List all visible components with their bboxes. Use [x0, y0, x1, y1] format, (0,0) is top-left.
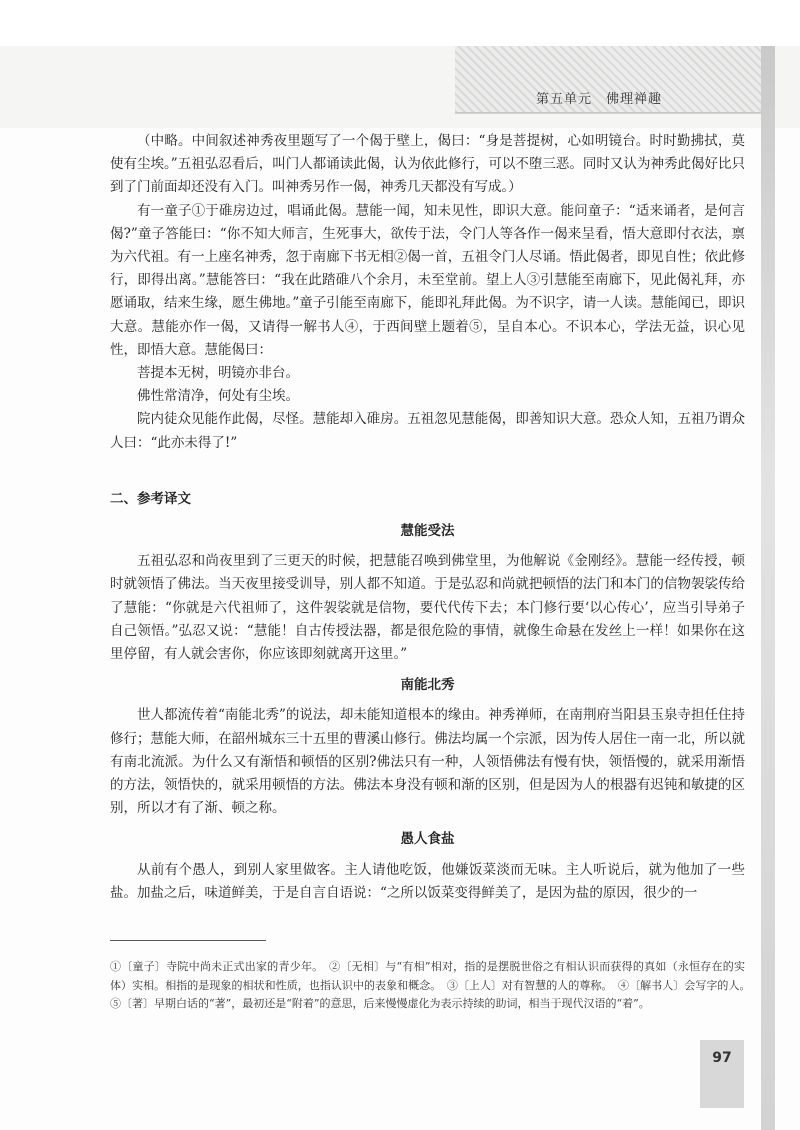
top-margin	[0, 0, 800, 46]
header-rule	[455, 112, 761, 113]
poem-line: 菩提本无树，明镜亦非台。	[137, 365, 299, 382]
original-paragraph: 院内徒众见能作此偈，尽怪。慧能却入碓房。五祖忽见慧能偈，即善知识大意。恐众人知，五祖乃谓众人曰：“此亦未得了!”	[110, 411, 745, 451]
original-paragraph: （中略。中间叙述神秀夜里题写了一个偈于壁上，偈曰：“身是菩提树，心如明镜台。时时勤拂拭，莫使有尘埃。”五祖弘忍看后，叫门人都诵读此偈，认为依此修行，可以不堕三恶。同时又认为神秀此偈好比只到了门前面却还没有入门。叫神秀另作一偈，神秀几天都没有写成。）	[110, 133, 745, 196]
translation-paragraph: 从前有个愚人，到别人家里做客。主人请他吃饭，他嫌饭菜淡而无味。主人听说后，就为他加了一些盐。加盐之后，味道鲜美，于是自言自语说：“之所以饭菜变得鲜美了，是因为盐的原因，很少的一	[110, 861, 745, 901]
poem-line: 佛性常清净，何处有尘埃。	[137, 388, 299, 405]
footnotes	[110, 958, 756, 1014]
unit-title: 第五单元 佛理禅趣	[536, 92, 663, 107]
page-edge-strip	[761, 46, 775, 1130]
section-heading: 二、参考译文	[110, 490, 191, 507]
page-number: 97	[700, 1040, 744, 1108]
subsection-title: 慧能受法	[400, 523, 455, 540]
translation-paragraph: 五祖弘忍和尚夜里到了三更天的时候，把慧能召唤到佛堂里，为他解说《金刚经》。慧能一经传授，顿时就领悟了佛法。当天夜里接受训导，别人都不知道。于是弘忍和尚就把顿悟的法门和本门的信物袈裟传给了慧能：“你就是六代祖师了，这件袈裟就是信物，要代代传下去；本门修行要‘以心传心’，应当引导弟子自己领悟。”弘忍又说：“慧能！自古传授法器，都是很危险的事情，就像生命悬在发丝上一样！如果你在这里停留，有人就会害你，你应该即刻就离开这里。”	[110, 553, 745, 663]
subsection-title: 愚人食盐	[400, 831, 455, 848]
footnote-rule	[110, 940, 266, 941]
original-paragraph: 有一童子①于碓房边过，唱诵此偈。慧能一闻，知未见性，即识大意。能问童子：“适来诵者，是何言偈?”童子答能曰：“你不知大师言，生死事大，欲传于法，令门人等各作一偈来呈看，悟大意即付衣法，禀为六代祖。有一上座名神秀，忽于南廊下书无相②偈一首，五祖令门人尽诵。悟此偈者，即见自性；依此修行，即得出离。”慧能答曰：“我在此踏碓八个余月，未至堂前。望上人③引慧能至南廊下，见此偈礼拜，亦愿诵取，结来生缘，愿生佛地。”童子引能至南廊下，能即礼拜此偈。为不识字，请一人读。慧能闻已，即识大意。慧能亦作一偈，又请得一解书人④，于西间壁上题着⑤，呈自本心。不识本心，学法无益，识心见性，即悟大意。慧能偈曰：	[110, 202, 745, 358]
subsection-title: 南能北秀	[400, 677, 455, 694]
translation-paragraph: 世人都流传着“南能北秀”的说法，却未能知道根本的缘由。神秀禅师，在南荆府当阳县玉泉寺担任住持修行；慧能大师，在韶州城东三十五里的曹溪山修行。佛法均属一个宗派，因为传人居住一南一北，所以就有南北流派。为什么又有渐悟和顿悟的区别?佛法只有一种，人领悟佛法有慢有快，领悟慢的，就采用渐悟的方法，领悟快的，就采用顿悟的方法。佛法本身没有顿和渐的区别，但是因为人的根器有迟钝和敏捷的区别，所以才有了渐、顿之称。	[110, 707, 745, 817]
page-content	[110, 130, 745, 905]
footnote-text: ①〔童子〕寺院中尚未正式出家的青少年。 ②〔无相〕与“有相”相对，指的是摆脱世俗之有相认识而获得的真如（永恒存在的实体）实相。相指的是现象的相状和性质，也指认识中的表象和概念。 ③〔上人〕对有智慧的人的尊称。 ④〔解书人〕会写字的人。 ⑤〔著〕早期白话的“著”，最初还是“附着”的意思，后来慢慢虚化为表示持续的助词，相当于现代汉语的“着”。	[110, 960, 756, 1010]
